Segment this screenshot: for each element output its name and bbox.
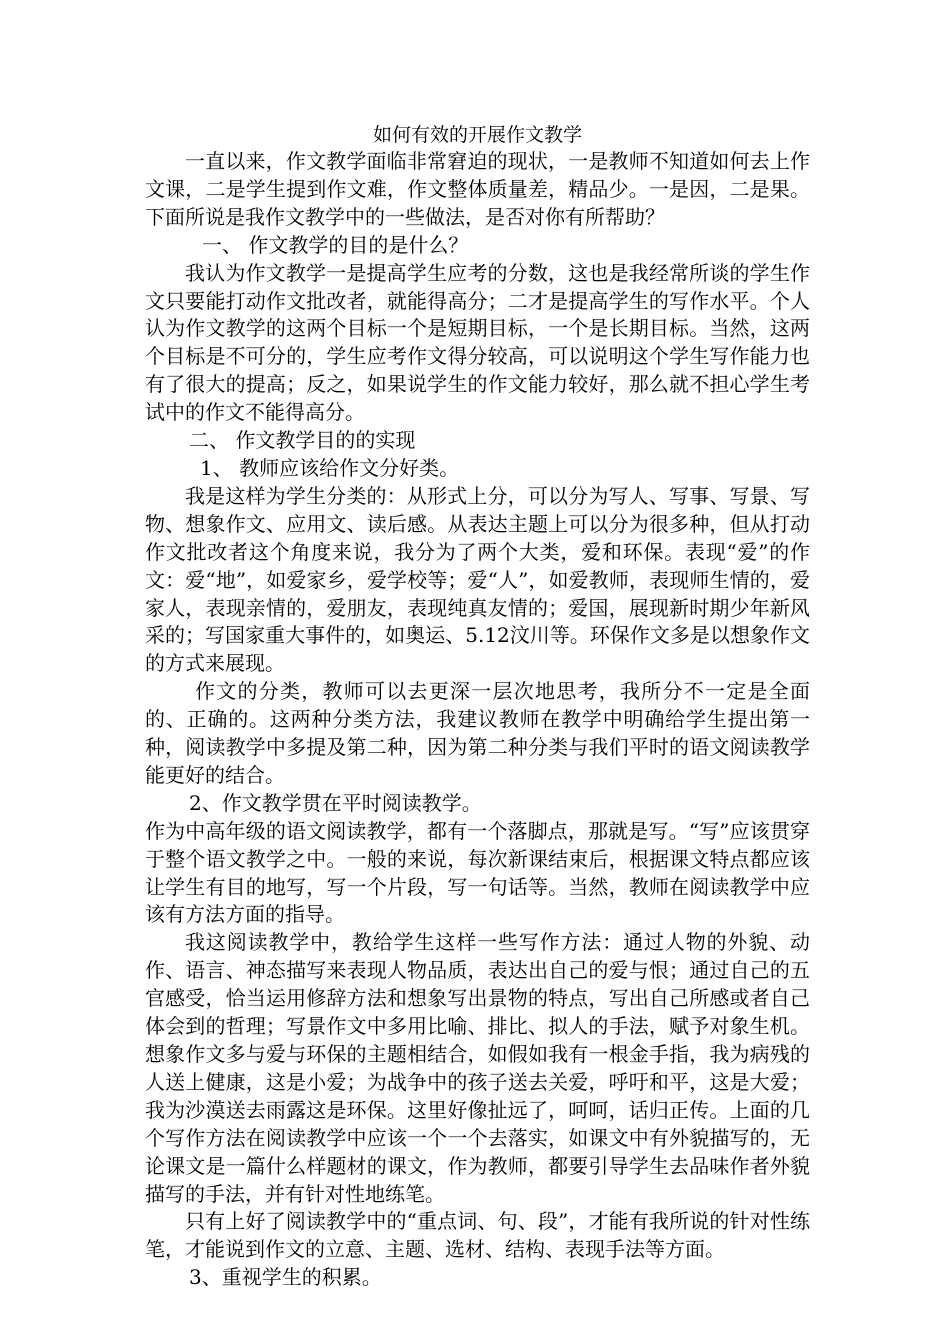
intro-paragraph: 一直以来，作文教学面临非常窘迫的现状，一是教师不知道如何去上作文课，二是学生提到作文难，作文整体质量差，精品少。一是因，二是果。下面所说是我作文教学中的一些做法，是否对你有所帮助？	[145, 149, 810, 229]
paragraph-classification-note: 作文的分类，教师可以去更深一层次地思考，我所分不一定是全面的、正确的。这两种分类方法，我建议教师在教学中明确给学生提出第一种，阅读教学中多提及第二种，因为第二种分类与我们平时的语文阅读教学能更好的结合。	[145, 679, 810, 787]
subheading-1: 1、 教师应该给作文分好类。	[200, 455, 460, 480]
paragraph-goals: 我认为作文教学一是提高学生应考的分数，这也是我经常所谈的学生作文只要能打动作文批改者，就能得高分；二才是提高学生的写作水平。个人认为作文教学的这两个目标一个是短期目标，一个是长期目标。当然，这两个目标是不可分的，学生应考作文得分较高，可以说明这个学生写作能力也有了很大的提高；反之，如果说学生的作文能力较好，那么就不担心学生考试中的作文不能得高分。	[145, 260, 810, 425]
section-heading-1: 一、 作文教学的目的是什么？	[202, 232, 469, 257]
section-heading-2: 二、 作文教学目的的实现	[189, 428, 416, 453]
document-page	[145, 122, 810, 1292]
paragraph-key-points: 只有上好了阅读教学中的“重点词、句、段”，才能有我所说的针对性练笔，才能说到作文的立意、主题、选材、结构、表现手法等方面。	[145, 1209, 810, 1262]
subheading-3: 3、重视学生的积累。	[189, 1265, 382, 1290]
paragraph-writing-methods: 我这阅读教学中，教给学生这样一些写作方法：通过人物的外貌、动作、语言、神态描写来表现人物品质，表达出自己的爱与恨；通过自己的五官感受，恰当运用修辞方法和想象写出景物的特点，写出自己所感或者自己体会到的哲理；写景作文中多用比喻、排比、拟人的手法，赋予对象生机。想象作文多与爱与环保的主题相结合，如假如我有一根金手指，我为病残的人送上健康，这是小爱；为战争中的孩子送去关爱，呼吁和平，这是大爱；我为沙漠送去雨露这是环保。这里好像扯远了，呵呵，话归正传。上面的几个写作方法在阅读教学中应该一个一个去落实，如课文中有外貌描写的，无论课文是一篇什么样题材的课文，作为教师，都要引导学生去品味作者外貌描写的手法，并有针对性地练笔。	[145, 930, 810, 1206]
subheading-2: 2、作文教学贯在平时阅读教学。	[189, 790, 482, 815]
document-title: 如何有效的开展作文教学	[372, 124, 582, 146]
paragraph-classification: 我是这样为学生分类的：从形式上分，可以分为写人、写事、写景、写物、想象作文、应用文、读后感。从表达主题上可以分为很多种，但从打动作文批改者这个角度来说，我分为了两个大类，爱和环保。表现“爱”的作文：爱“地”，如爱家乡，爱学校等；爱“人”，如爱教师，表现师生情的，爱家人，表现亲情的，爱朋友，表现纯真友情的；爱国，展现新时期少年新风采的；写国家重大事件的，如奥运、5.12汶川等。环保作文多是以想象作文的方式来展现。	[145, 483, 810, 676]
paragraph-reading-writing: 作为中高年级的语文阅读教学，都有一个落脚点，那就是写。“写”应该贯穿于整个语文教学之中。一般的来说，每次新课结束后，根据课文特点都应该让学生有目的地写，写一个片段，写一句话等。当然，教师在阅读教学中应该有方法方面的指导。	[145, 818, 810, 927]
